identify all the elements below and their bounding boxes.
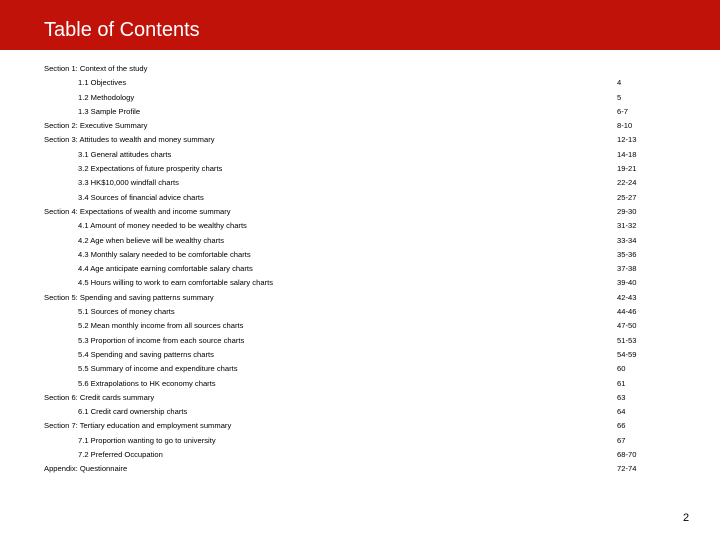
toc-entry-page: 60 bbox=[617, 364, 626, 374]
toc-entry-label: 1.2 Methodology bbox=[78, 92, 135, 102]
toc-entry-page: 44-46 bbox=[617, 307, 637, 317]
toc-entry-page: 4 bbox=[617, 78, 622, 88]
toc-entry-page: 8-10 bbox=[617, 121, 633, 131]
toc-entry-page: 31-32 bbox=[617, 221, 637, 231]
toc-entry-page: 68-70 bbox=[617, 450, 637, 460]
toc-subsection-row bbox=[0, 305, 720, 319]
toc-entry-page: 29-30 bbox=[617, 206, 637, 216]
toc-entry-page: 5 bbox=[617, 92, 622, 102]
toc-subsection-row bbox=[0, 234, 720, 248]
toc-entry-label: 1.3 Sample Profile bbox=[78, 106, 141, 116]
toc-subsection-row bbox=[0, 276, 720, 290]
toc-entry-label: 3.3 HK$10,000 windfall charts bbox=[78, 178, 179, 188]
toc-entry-page: 25-27 bbox=[617, 192, 637, 202]
toc-entry-label: Section 7: Tertiary education and employment summary bbox=[44, 421, 232, 431]
toc-subsection-row bbox=[0, 319, 720, 333]
toc-subsection-row bbox=[0, 377, 720, 391]
toc-entry-label: 4.2 Age when believe will be wealthy charts bbox=[78, 235, 225, 245]
toc-entry-label: Appendix: Questionnaire bbox=[44, 464, 128, 474]
toc-subsection-row bbox=[0, 162, 720, 176]
toc-subsection-row bbox=[0, 405, 720, 419]
toc-entry-label: 5.2 Mean monthly income from all sources charts bbox=[78, 321, 244, 331]
toc-section-row bbox=[0, 391, 720, 405]
toc-entry-label: 7.2 Preferred Occupation bbox=[78, 450, 163, 460]
toc-subsection-row bbox=[0, 105, 720, 119]
toc-entry-page: 63 bbox=[617, 392, 626, 402]
toc-entry-label: 3.2 Expectations of future prosperity charts bbox=[78, 164, 223, 174]
page-title: Table of Contents bbox=[44, 19, 200, 41]
toc-entry-page: 22-24 bbox=[617, 178, 637, 188]
toc-entry-page: 19-21 bbox=[617, 164, 637, 174]
toc-subsection-row bbox=[0, 176, 720, 190]
toc-entry-label: 4.4 Age anticipate earning comfortable salary charts bbox=[78, 264, 253, 274]
toc-entry-label: 5.4 Spending and saving patterns charts bbox=[78, 349, 214, 359]
toc-subsection-row bbox=[0, 91, 720, 105]
toc-entry-label: 5.6 Extrapolations to HK economy charts bbox=[78, 378, 216, 388]
toc-entry-page: 42-43 bbox=[617, 292, 637, 302]
toc-entry-page: 47-50 bbox=[617, 321, 637, 331]
toc-entry-label: Section 4: Expectations of wealth and income summary bbox=[44, 206, 231, 216]
toc-entry-label: Section 2: Executive Summary bbox=[44, 121, 148, 131]
toc-section-row bbox=[0, 462, 720, 476]
toc-entry-page: 67 bbox=[617, 435, 626, 445]
toc-entry-page: 72-74 bbox=[617, 464, 637, 474]
toc-entry-page: 37-38 bbox=[617, 264, 637, 274]
toc-entry-label: 4.3 Monthly salary needed to be comfortable charts bbox=[78, 249, 251, 259]
toc-entry-page: 35-36 bbox=[617, 249, 637, 259]
toc-entry-label: 4.5 Hours willing to work to earn comfortable salary charts bbox=[78, 278, 273, 288]
toc-subsection-row bbox=[0, 248, 720, 262]
toc-entry-page: 12-13 bbox=[617, 135, 637, 145]
toc-entry-page: 6-7 bbox=[617, 106, 628, 116]
toc-entry-label: 5.3 Proportion of income from each source charts bbox=[78, 335, 245, 345]
toc-subsection-row bbox=[0, 348, 720, 362]
table-of-contents bbox=[0, 62, 720, 477]
toc-section-row bbox=[0, 291, 720, 305]
toc-entry-page: 14-18 bbox=[617, 149, 637, 159]
toc-entry-page: 61 bbox=[617, 378, 626, 388]
toc-subsection-row bbox=[0, 334, 720, 348]
toc-subsection-row bbox=[0, 262, 720, 276]
toc-subsection-row bbox=[0, 434, 720, 448]
toc-entry-page: 39-40 bbox=[617, 278, 637, 288]
toc-entry-page: 33-34 bbox=[617, 235, 637, 245]
toc-subsection-row bbox=[0, 191, 720, 205]
toc-section-row bbox=[0, 62, 720, 76]
toc-subsection-row bbox=[0, 219, 720, 233]
toc-entry-label: 3.1 General attitudes charts bbox=[78, 149, 172, 159]
page-number: 2 bbox=[683, 512, 690, 524]
toc-subsection-row bbox=[0, 448, 720, 462]
toc-section-row bbox=[0, 133, 720, 147]
toc-entry-label: 7.1 Proportion wanting to go to university bbox=[78, 435, 216, 445]
toc-entry-label: 1.1 Objectives bbox=[78, 78, 127, 88]
toc-entry-label: Section 5: Spending and saving patterns summary bbox=[44, 292, 214, 302]
toc-entry-label: 5.5 Summary of income and expenditure charts bbox=[78, 364, 238, 374]
toc-subsection-row bbox=[0, 362, 720, 376]
toc-entry-label: Section 3: Attitudes to wealth and money summary bbox=[44, 135, 215, 145]
toc-entry-label: 6.1 Credit card ownership charts bbox=[78, 407, 188, 417]
toc-entry-label: 3.4 Sources of financial advice charts bbox=[78, 192, 204, 202]
toc-entry-page: 51-53 bbox=[617, 335, 637, 345]
toc-entry-label: Section 6: Credit cards summary bbox=[44, 392, 155, 402]
toc-entry-page: 66 bbox=[617, 421, 626, 431]
toc-subsection-row bbox=[0, 76, 720, 90]
title-banner bbox=[0, 0, 720, 50]
toc-entry-label: Section 1: Context of the study bbox=[44, 64, 148, 73]
toc-entry-label: 4.1 Amount of money needed to be wealthy charts bbox=[78, 221, 247, 231]
toc-entry-page: 64 bbox=[617, 407, 626, 417]
toc-subsection-row bbox=[0, 148, 720, 162]
toc-entry-page: 54-59 bbox=[617, 349, 637, 359]
toc-section-row bbox=[0, 119, 720, 133]
toc-entry-label: 5.1 Sources of money charts bbox=[78, 307, 175, 317]
toc-section-row bbox=[0, 419, 720, 433]
toc-section-row bbox=[0, 205, 720, 219]
